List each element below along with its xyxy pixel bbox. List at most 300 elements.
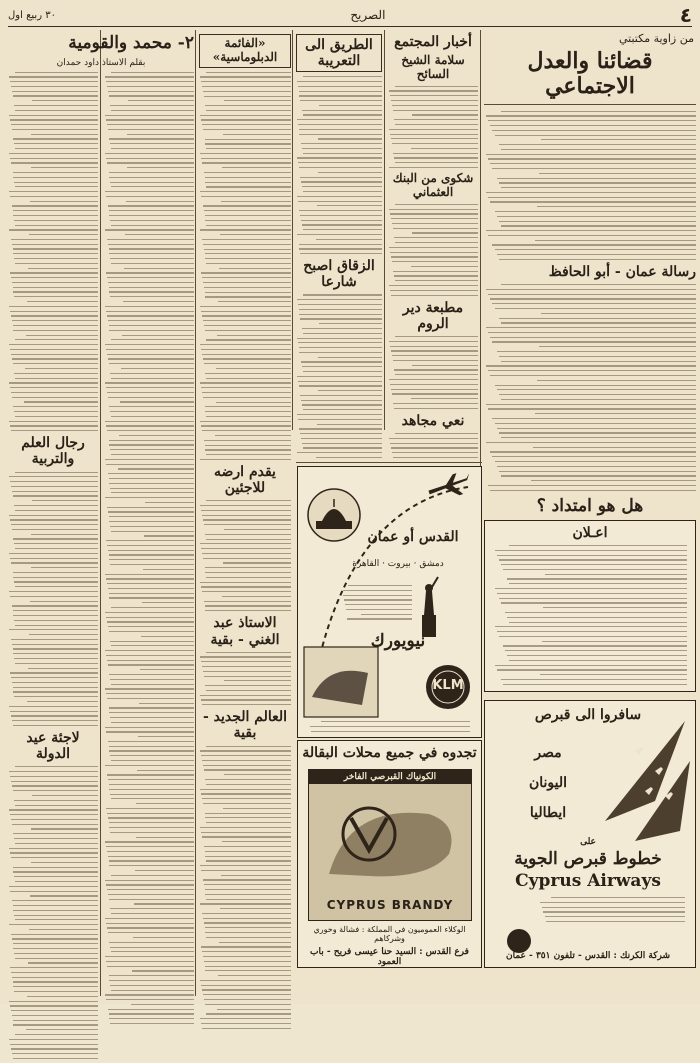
- text-line: [395, 280, 478, 281]
- text-line: [108, 511, 194, 512]
- text-line: [13, 1058, 99, 1059]
- column-1: [484, 30, 696, 516]
- text-line: [297, 414, 382, 415]
- text-line: [224, 529, 291, 530]
- text-line: [14, 915, 98, 916]
- text-line: [203, 918, 291, 919]
- brandy-ad-branch: فرع القدس : السيد حنا عيسى فريح - باب العمود: [310, 947, 469, 967]
- text-line: [390, 134, 478, 135]
- text-line: [390, 95, 478, 96]
- text-line: [546, 921, 685, 922]
- klm-ad-footer: [308, 721, 470, 735]
- issue-date: ٣٠ ربيع اول: [8, 9, 56, 21]
- text-line: [111, 339, 194, 340]
- text-line: [11, 857, 98, 858]
- text-line: [13, 325, 99, 326]
- text-line: [507, 655, 687, 656]
- text-line: [393, 228, 479, 229]
- text-line: [395, 162, 478, 163]
- text-line: [10, 481, 98, 482]
- text-line: [206, 577, 291, 578]
- text-line: [132, 970, 194, 971]
- text-line: [29, 234, 98, 235]
- text-line: [108, 397, 194, 398]
- text-line: [488, 158, 696, 159]
- text-line: [106, 578, 194, 579]
- text-line: [109, 325, 195, 326]
- text-line: [105, 688, 194, 689]
- text-line: [206, 72, 291, 73]
- text-line: [105, 191, 194, 192]
- text-line: [497, 254, 696, 255]
- text-line: [501, 111, 696, 112]
- text-line: [109, 597, 194, 598]
- text-line: [32, 500, 98, 501]
- text-line: [107, 430, 194, 431]
- text-line: [497, 216, 696, 217]
- brandy-emblem-icon: [309, 784, 471, 894]
- text-line: [205, 449, 291, 450]
- text-line: [393, 271, 478, 272]
- text-line: [297, 157, 382, 158]
- text-line: [221, 201, 291, 202]
- text-line: [201, 387, 291, 388]
- text-line: [109, 406, 194, 407]
- text-line: [303, 333, 382, 334]
- text-line: [492, 456, 696, 457]
- text-line: [15, 339, 98, 340]
- text-line: [389, 438, 478, 439]
- text-line: [495, 211, 696, 212]
- text-line: [343, 595, 412, 596]
- text-line: [501, 437, 696, 438]
- text-line: [391, 218, 478, 219]
- text-line: [392, 393, 478, 394]
- article-body: [199, 652, 291, 706]
- article-headline: لاجئة عيد الدولة: [26, 730, 80, 763]
- article-headline: أخبار المجتمع: [394, 34, 472, 50]
- text-line: [389, 285, 478, 286]
- text-line: [105, 841, 194, 842]
- text-line: [9, 629, 98, 630]
- text-line: [201, 81, 291, 82]
- text-line: [9, 382, 98, 383]
- text-line: [395, 336, 478, 337]
- text-line: [204, 884, 291, 885]
- text-line: [9, 476, 98, 477]
- text-line: [12, 491, 98, 492]
- text-line: [389, 167, 478, 168]
- article-body: [199, 72, 291, 460]
- text-line: [111, 722, 194, 723]
- text-line: [317, 205, 382, 206]
- text-line: [492, 130, 696, 131]
- text-line: [111, 645, 194, 646]
- page-number: ٤: [679, 3, 692, 27]
- text-line: [499, 144, 696, 145]
- text-line: [105, 612, 194, 613]
- text-line: [202, 124, 291, 125]
- text-line: [223, 562, 291, 563]
- article-body: [199, 746, 291, 1029]
- text-line: [11, 715, 98, 716]
- text-line: [106, 464, 194, 465]
- text-line: [12, 282, 98, 283]
- text-line: [139, 703, 194, 704]
- text-line: [107, 277, 194, 278]
- text-line: [205, 220, 291, 221]
- text-line: [205, 139, 291, 140]
- text-line: [204, 676, 291, 677]
- text-line: [107, 966, 194, 967]
- text-line: [499, 636, 687, 637]
- text-line: [109, 172, 195, 173]
- text-line: [126, 201, 194, 202]
- text-line: [204, 524, 291, 525]
- article-body: [8, 766, 98, 1059]
- text-line: [110, 564, 194, 565]
- text-line: [25, 368, 98, 369]
- text-line: [490, 163, 696, 164]
- klm-ad-destination: نيويورك: [370, 631, 426, 651]
- text-line: [13, 648, 99, 649]
- text-line: [540, 902, 685, 903]
- text-line: [15, 625, 98, 626]
- text-line: [303, 153, 382, 154]
- notice-title: اعـلان: [572, 525, 608, 541]
- text-line: [299, 309, 382, 310]
- text-line: [14, 800, 98, 801]
- text-line: [9, 848, 98, 849]
- text-line: [105, 994, 194, 995]
- cyprus-ad-text: [539, 897, 685, 926]
- text-line: [488, 197, 696, 198]
- text-line: [202, 591, 291, 592]
- text-line: [13, 615, 98, 616]
- text-line: [142, 602, 194, 603]
- text-line: [109, 440, 195, 441]
- text-line: [110, 105, 194, 106]
- text-line: [206, 937, 291, 938]
- text-line: [108, 626, 194, 627]
- text-line: [12, 244, 98, 245]
- text-line: [297, 376, 382, 377]
- text-line: [14, 543, 98, 544]
- text-line: [11, 86, 98, 87]
- text-line: [202, 553, 291, 554]
- text-line: [541, 139, 696, 140]
- text-line: [206, 690, 291, 691]
- text-line: [111, 607, 194, 608]
- text-line: [30, 601, 98, 602]
- text-line: [10, 711, 98, 712]
- text-line: [202, 1028, 291, 1029]
- text-line: [392, 105, 478, 106]
- text-line: [15, 510, 98, 511]
- text-line: [298, 304, 382, 305]
- text-line: [205, 534, 291, 535]
- text-line: [204, 363, 291, 364]
- text-line: [119, 435, 194, 436]
- text-line: [105, 574, 194, 575]
- text-line: [111, 990, 194, 991]
- paper-name: الصريح: [350, 8, 386, 22]
- text-line: [201, 1023, 291, 1024]
- text-line: [301, 438, 382, 439]
- text-line: [10, 158, 98, 159]
- column-5: [8, 30, 194, 996]
- text-line: [495, 550, 687, 551]
- text-line: [13, 138, 98, 139]
- text-line: [501, 399, 696, 400]
- text-line: [109, 253, 194, 254]
- text-line: [497, 351, 696, 352]
- text-line: [206, 784, 291, 785]
- text-line: [301, 400, 382, 401]
- text-line: [105, 382, 194, 383]
- text-line: [200, 582, 291, 583]
- text-line: [299, 167, 382, 168]
- text-line: [111, 531, 194, 532]
- text-line: [110, 526, 194, 527]
- text-line: [11, 1048, 98, 1049]
- brandy-ad-headline: تجدوه في جميع محلات البقالة: [302, 745, 477, 761]
- text-line: [137, 770, 194, 771]
- text-line: [13, 95, 99, 96]
- text-line: [105, 459, 194, 460]
- text-line: [11, 430, 98, 431]
- text-line: [14, 696, 98, 697]
- text-line: [12, 320, 98, 321]
- text-line: [490, 337, 696, 338]
- article-body: [199, 500, 291, 611]
- text-line: [361, 614, 412, 615]
- text-line: [201, 985, 291, 986]
- text-line: [492, 244, 696, 245]
- text-line: [109, 712, 194, 713]
- text-line: [302, 148, 382, 149]
- text-line: [13, 538, 98, 539]
- cyprus-ad-arabic-name: خطوط قبرص الجوية: [514, 849, 662, 869]
- text-line: [12, 720, 98, 721]
- text-line: [497, 555, 687, 556]
- brandy-label: [308, 769, 472, 921]
- text-line: [108, 358, 194, 359]
- column-kicker: من زاوية مكتبتي: [619, 32, 694, 45]
- text-line: [535, 240, 696, 241]
- text-line: [201, 548, 291, 549]
- text-line: [13, 725, 99, 726]
- text-line: [106, 923, 194, 924]
- text-line: [10, 891, 98, 892]
- text-line: [302, 366, 382, 367]
- text-line: [141, 636, 194, 637]
- text-line: [11, 239, 98, 240]
- text-line: [10, 387, 98, 388]
- text-line: [109, 789, 194, 790]
- text-line: [13, 330, 98, 331]
- text-line: [111, 454, 194, 455]
- text-line: [395, 433, 478, 434]
- text-line: [497, 669, 687, 670]
- text-line: [109, 707, 195, 708]
- text-line: [531, 480, 696, 481]
- text-line: [301, 143, 382, 144]
- text-line: [205, 445, 291, 446]
- text-line: [501, 564, 687, 565]
- text-line: [395, 204, 478, 205]
- notice-advertisement: [484, 520, 696, 692]
- text-line: [108, 1009, 194, 1010]
- text-line: [13, 406, 98, 407]
- text-line: [111, 684, 194, 685]
- text-line: [106, 655, 194, 656]
- text-line: [200, 543, 291, 544]
- text-line: [10, 81, 98, 82]
- text-line: [110, 679, 194, 680]
- text-line: [31, 534, 98, 535]
- text-line: [10, 776, 98, 777]
- text-line: [203, 956, 291, 957]
- text-line: [12, 358, 98, 359]
- text-line: [537, 380, 696, 381]
- text-line: [535, 413, 696, 414]
- text-line: [303, 294, 382, 295]
- text-line: [303, 409, 382, 410]
- section-divider: [296, 462, 482, 463]
- text-line: [551, 897, 685, 898]
- text-line: [301, 361, 382, 362]
- text-line: [15, 1034, 98, 1035]
- text-line: [106, 693, 194, 694]
- text-line: [217, 1009, 291, 1010]
- text-line: [109, 210, 195, 211]
- text-line: [14, 505, 98, 506]
- text-line: [109, 291, 194, 292]
- text-line: [200, 229, 291, 230]
- text-line: [13, 1020, 99, 1021]
- text-line: [297, 452, 382, 453]
- text-line: [204, 999, 291, 1000]
- text-line: [202, 430, 291, 431]
- text-line: [411, 398, 478, 399]
- text-line: [303, 229, 382, 230]
- text-line: [111, 416, 194, 417]
- text-line: [486, 192, 696, 193]
- text-line: [492, 341, 696, 342]
- text-line: [206, 339, 291, 340]
- text-line: [12, 682, 98, 683]
- text-line: [205, 932, 291, 933]
- text-line: [15, 586, 98, 587]
- text-line: [412, 232, 478, 233]
- text-line: [204, 440, 291, 441]
- text-line: [509, 660, 687, 661]
- text-line: [297, 299, 382, 300]
- text-line: [13, 291, 98, 292]
- text-line: [110, 488, 194, 489]
- text-line: [13, 248, 99, 249]
- text-line: [509, 622, 687, 623]
- text-line: [200, 421, 291, 422]
- text-line: [302, 186, 382, 187]
- text-line: [394, 408, 478, 409]
- text-line: [133, 937, 194, 938]
- text-line: [389, 247, 478, 248]
- text-line: [205, 253, 291, 254]
- cyprus-ad-english-name: Cyprus Airways: [515, 871, 661, 891]
- text-line: [200, 750, 291, 751]
- article-headline: يقدم ارضه للاجئين: [214, 464, 276, 497]
- text-line: [204, 96, 291, 97]
- text-line: [111, 913, 194, 914]
- text-line: [486, 115, 696, 116]
- text-line: [14, 105, 98, 106]
- text-line: [131, 1004, 194, 1005]
- text-line: [109, 865, 194, 866]
- text-line: [10, 311, 98, 312]
- text-line: [13, 867, 99, 868]
- text-line: [12, 397, 98, 398]
- text-line: [123, 301, 194, 302]
- text-line: [15, 766, 98, 767]
- text-line: [204, 769, 291, 770]
- text-line: [203, 994, 291, 995]
- text-line: [110, 908, 194, 909]
- text-line: [111, 110, 194, 111]
- text-line: [203, 205, 291, 206]
- text-line: [10, 425, 98, 426]
- text-line: [13, 253, 98, 254]
- text-line: [206, 500, 291, 501]
- text-line: [107, 660, 194, 661]
- text-line: [10, 119, 98, 120]
- text-line: [9, 515, 98, 516]
- text-line: [205, 567, 291, 568]
- text-line: [202, 951, 291, 952]
- text-line: [106, 81, 194, 82]
- text-line: [11, 1010, 98, 1011]
- text-line: [223, 808, 291, 809]
- text-line: [107, 545, 194, 546]
- text-line: [391, 138, 478, 139]
- text-line: [105, 880, 194, 881]
- text-line: [215, 435, 291, 436]
- text-line: [27, 701, 98, 702]
- text-line: [541, 313, 696, 314]
- text-line: [32, 795, 98, 796]
- text-line: [111, 225, 194, 226]
- text-line: [316, 457, 382, 458]
- text-line: [348, 585, 412, 586]
- text-line: [14, 296, 98, 297]
- text-line: [32, 100, 98, 101]
- text-line: [501, 361, 696, 362]
- text-line: [107, 392, 194, 393]
- text-line: [545, 574, 687, 575]
- article-subheadline: رسالة عمان - أبو الحافظ: [548, 264, 696, 280]
- text-line: [13, 833, 98, 834]
- klm-ad-text: [342, 585, 412, 623]
- text-line: [297, 119, 382, 120]
- text-line: [106, 846, 194, 847]
- text-line: [501, 284, 696, 285]
- text-line: [495, 626, 687, 627]
- text-line: [111, 875, 194, 876]
- text-line: [299, 129, 382, 130]
- text-line: [30, 201, 98, 202]
- column-3: [296, 30, 382, 430]
